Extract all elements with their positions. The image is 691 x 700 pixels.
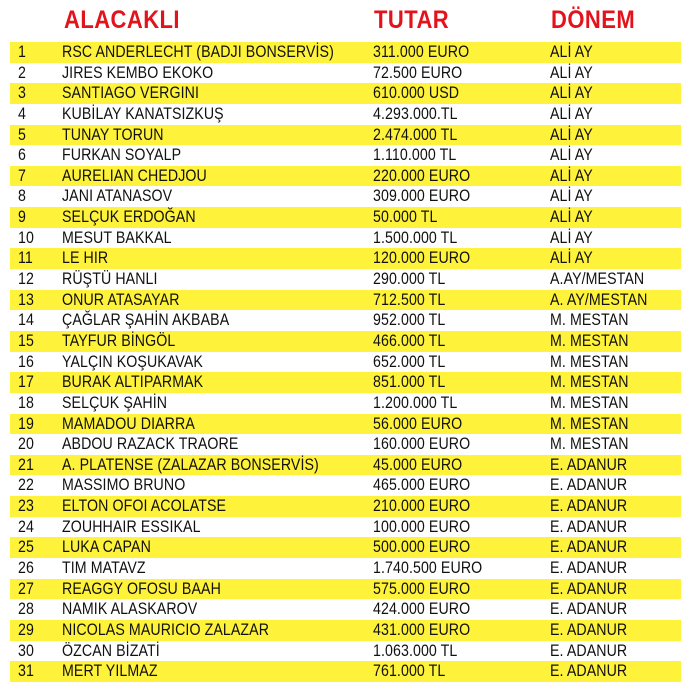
- row-number: 16: [18, 352, 34, 371]
- row-amount: 210.000 EURO: [373, 497, 471, 516]
- row-number: 24: [18, 517, 34, 536]
- row-creditor: ÇAĞLAR ŞAHİN AKBABA: [62, 311, 230, 330]
- row-number: 17: [18, 373, 34, 392]
- row-number: 26: [18, 559, 34, 578]
- row-creditor: TIM MATAVZ: [62, 559, 146, 578]
- table-row: [10, 641, 681, 662]
- table-row: [10, 166, 681, 187]
- header-creditor: ALACAKLI: [64, 6, 180, 34]
- row-period: ALİ AY: [550, 84, 593, 103]
- row-creditor: ELTON OFOI ACOLATSE: [62, 497, 227, 516]
- row-creditor: ABDOU RAZACK TRAORE: [62, 435, 239, 454]
- row-number: 13: [18, 290, 34, 309]
- row-amount: 50.000 TL: [373, 208, 438, 227]
- row-number: 9: [18, 208, 26, 227]
- row-creditor: MASSIMO BRUNO: [62, 476, 186, 495]
- header-amount: TUTAR: [374, 6, 450, 34]
- row-number: 20: [18, 435, 34, 454]
- row-amount: 220.000 EURO: [373, 166, 471, 185]
- row-period: E. ADANUR: [550, 559, 628, 578]
- table-row: [10, 620, 681, 641]
- table-row: [10, 455, 681, 476]
- row-amount: 610.000 USD: [373, 84, 460, 103]
- row-creditor: SELÇUK ERDOĞAN: [62, 208, 196, 227]
- row-number: 25: [18, 538, 34, 557]
- row-creditor: SANTIAGO VERGINI: [62, 84, 199, 103]
- row-period: E. ADANUR: [550, 620, 628, 639]
- table-row: [10, 414, 681, 435]
- table-header: [0, 0, 691, 40]
- row-creditor: MERT YILMAZ: [62, 662, 158, 681]
- row-period: ALİ AY: [550, 208, 593, 227]
- row-period: ALİ AY: [550, 43, 593, 61]
- row-creditor: JANI ATANASOV: [62, 187, 173, 206]
- row-number: 29: [18, 620, 34, 639]
- row-period: E. ADANUR: [550, 538, 628, 557]
- row-amount: 1.063.000 TL: [373, 641, 458, 660]
- row-number: 27: [18, 579, 34, 598]
- row-creditor: NICOLAS MAURICIO ZALAZAR: [62, 620, 270, 639]
- row-creditor: A. PLATENSE (ZALAZAR BONSERVİS): [62, 455, 319, 474]
- row-amount: 72.500 EURO: [373, 63, 463, 82]
- row-creditor: RSC ANDERLECHT (BADJI BONSERVİS): [62, 43, 334, 61]
- row-period: ALİ AY: [550, 166, 593, 185]
- row-creditor: BURAK ALTIPARMAK: [62, 373, 204, 392]
- table-row: [10, 475, 681, 496]
- row-number: 11: [18, 249, 33, 268]
- table-row: [10, 599, 681, 620]
- row-creditor: YALÇIN KOŞUKAVAK: [62, 352, 203, 371]
- table-row: [10, 352, 681, 373]
- row-number: 1: [18, 43, 26, 61]
- row-amount: 952.000 TL: [373, 311, 446, 330]
- row-amount: 309.000 EURO: [373, 187, 471, 206]
- row-period: E. ADANUR: [550, 579, 628, 598]
- row-number: 3: [18, 84, 26, 103]
- row-period: A. AY/MESTAN: [550, 290, 648, 309]
- row-amount: 290.000 TL: [373, 270, 446, 289]
- row-period: M. MESTAN: [550, 331, 629, 350]
- row-period: M. MESTAN: [550, 414, 629, 433]
- row-creditor: JIRES KEMBO EKOKO: [62, 63, 214, 82]
- table-row: [10, 661, 681, 682]
- table-row: [10, 496, 681, 517]
- table-row: [10, 393, 681, 414]
- row-creditor: ZOUHHAIR ESSIKAL: [62, 517, 201, 536]
- table-row: [10, 558, 681, 579]
- row-period: ALİ AY: [550, 146, 593, 165]
- row-number: 18: [18, 393, 34, 412]
- row-number: 8: [18, 187, 26, 206]
- row-amount: 1.740.500 EURO: [373, 559, 483, 578]
- row-period: M. MESTAN: [550, 311, 629, 330]
- row-amount: 45.000 EURO: [373, 455, 463, 474]
- row-creditor: KUBİLAY KANATSIZKUŞ: [62, 104, 224, 123]
- row-number: 5: [18, 125, 26, 144]
- row-creditor: TUNAY TORUN: [62, 125, 164, 144]
- row-number: 7: [18, 166, 26, 185]
- row-creditor: LE HIR: [62, 249, 109, 268]
- row-number: 14: [18, 311, 34, 330]
- debt-table: [10, 42, 681, 682]
- row-creditor: MAMADOU DIARRA: [62, 414, 195, 433]
- row-number: 15: [18, 331, 34, 350]
- row-amount: 466.000 TL: [373, 331, 446, 350]
- row-amount: 712.500 TL: [373, 290, 446, 309]
- row-period: E. ADANUR: [550, 476, 628, 495]
- table-row: [10, 517, 681, 538]
- row-number: 21: [18, 455, 34, 474]
- row-creditor: LUKA CAPAN: [62, 538, 151, 557]
- row-creditor: RÜŞTÜ HANLI: [62, 270, 158, 289]
- row-period: ALİ AY: [550, 228, 593, 247]
- row-creditor: SELÇUK ŞAHİN: [62, 393, 168, 412]
- row-amount: 160.000 EURO: [373, 435, 471, 454]
- row-creditor: MESUT BAKKAL: [62, 228, 172, 247]
- row-amount: 424.000 EURO: [373, 600, 471, 619]
- table-row: [10, 248, 681, 269]
- table-row: [10, 207, 681, 228]
- row-number: 31: [18, 662, 34, 681]
- row-amount: 100.000 EURO: [373, 517, 471, 536]
- row-amount: 4.293.000.TL: [373, 104, 458, 123]
- table-row: [10, 537, 681, 558]
- row-number: 19: [18, 414, 34, 433]
- table-row: [10, 186, 681, 207]
- row-amount: 1.500.000 TL: [373, 228, 458, 247]
- table-row: [10, 310, 681, 331]
- row-number: 12: [18, 270, 34, 289]
- row-amount: 761.000 TL: [373, 662, 446, 681]
- table-row: [10, 372, 681, 393]
- table-row: [10, 290, 681, 311]
- table-row: [10, 579, 681, 600]
- table-row: [10, 83, 681, 104]
- row-period: ALİ AY: [550, 63, 593, 82]
- row-amount: 56.000 EURO: [373, 414, 463, 433]
- row-number: 23: [18, 497, 34, 516]
- header-period: DÖNEM: [551, 6, 636, 34]
- row-period: M. MESTAN: [550, 352, 629, 371]
- row-number: 30: [18, 641, 34, 660]
- row-creditor: ONUR ATASAYAR: [62, 290, 180, 309]
- row-amount: 2.474.000 TL: [373, 125, 458, 144]
- row-number: 28: [18, 600, 34, 619]
- row-amount: 1.110.000 TL: [373, 146, 457, 165]
- table-row: [10, 331, 681, 352]
- row-number: 22: [18, 476, 34, 495]
- row-creditor: ÖZCAN BİZATİ: [62, 641, 160, 660]
- row-amount: 311.000 EURO: [373, 43, 470, 61]
- row-amount: 652.000 TL: [373, 352, 446, 371]
- row-creditor: FURKAN SOYALP: [62, 146, 182, 165]
- table-row: [10, 228, 681, 249]
- row-period: ALİ AY: [550, 125, 593, 144]
- table-row: [10, 269, 681, 290]
- row-period: E. ADANUR: [550, 455, 628, 474]
- row-amount: 465.000 EURO: [373, 476, 471, 495]
- row-period: ALİ AY: [550, 104, 593, 123]
- row-creditor: REAGGY OFOSU BAAH: [62, 579, 221, 598]
- table-row: [10, 42, 681, 63]
- row-period: E. ADANUR: [550, 600, 628, 619]
- row-period: E. ADANUR: [550, 662, 628, 681]
- row-number: 4: [18, 104, 26, 123]
- row-amount: 120.000 EURO: [373, 249, 471, 268]
- row-number: 6: [18, 146, 26, 165]
- row-amount: 500.000 EURO: [373, 538, 471, 557]
- row-period: M. MESTAN: [550, 435, 629, 454]
- row-creditor: TAYFUR BİNGÖL: [62, 331, 176, 350]
- row-number: 2: [18, 63, 26, 82]
- row-period: E. ADANUR: [550, 497, 628, 516]
- table-row: [10, 145, 681, 166]
- row-period: M. MESTAN: [550, 373, 629, 392]
- row-period: E. ADANUR: [550, 641, 628, 660]
- table-row: [10, 434, 681, 455]
- row-period: A.AY/MESTAN: [550, 270, 645, 289]
- table-row: [10, 104, 681, 125]
- row-period: E. ADANUR: [550, 517, 628, 536]
- row-period: M. MESTAN: [550, 393, 629, 412]
- row-creditor: AURELIAN CHEDJOU: [62, 166, 207, 185]
- row-amount: 851.000 TL: [373, 373, 446, 392]
- row-amount: 1.200.000 TL: [373, 393, 458, 412]
- row-amount: 575.000 EURO: [373, 579, 471, 598]
- row-number: 10: [18, 228, 34, 247]
- row-creditor: NAMIK ALASKAROV: [62, 600, 198, 619]
- row-period: ALİ AY: [550, 249, 593, 268]
- row-amount: 431.000 EURO: [373, 620, 471, 639]
- row-period: ALİ AY: [550, 187, 593, 206]
- table-row: [10, 125, 681, 146]
- table-row: [10, 63, 681, 84]
